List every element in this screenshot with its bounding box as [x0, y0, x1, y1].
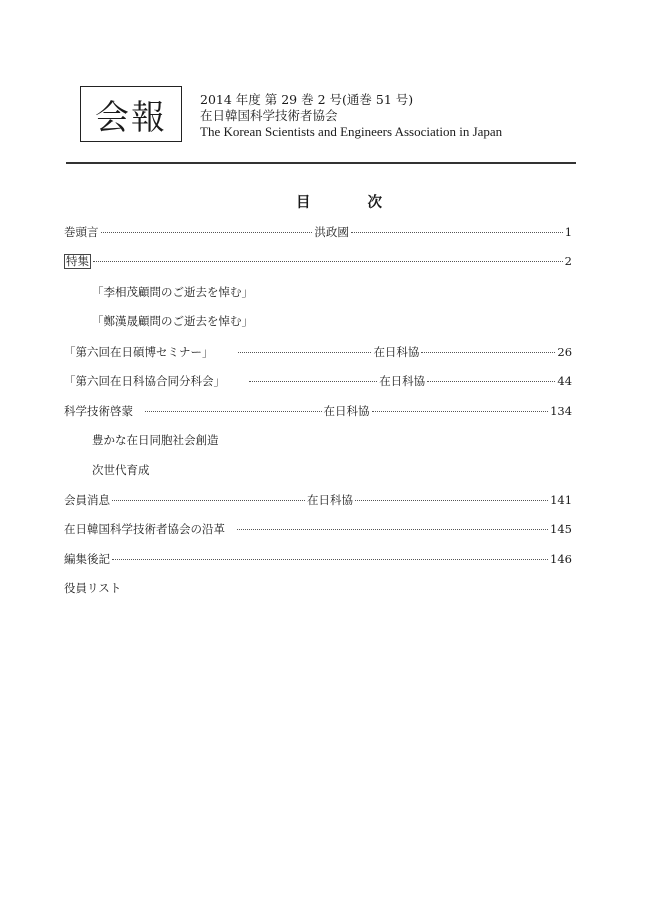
- toc-subentry[interactable]: [92, 313, 572, 329]
- toc-entry-title: 在日韓国科学技術者協会の沿革: [64, 522, 225, 536]
- toc-entry-title: 会員消息: [64, 493, 110, 507]
- toc-entry-officer-list[interactable]: [64, 580, 572, 596]
- header-divider: [66, 162, 576, 164]
- toc-entry-page: 145: [550, 522, 572, 536]
- toc-entry-title: 豊かな在日同胞社会創造: [92, 433, 219, 447]
- toc-entry-author: 在日科協: [373, 345, 420, 359]
- toc-subentry[interactable]: [92, 462, 572, 478]
- toc-entry-title: 「鄭漢晟顧問のご逝去を悼む」: [92, 314, 253, 328]
- dot-leader: [238, 352, 372, 353]
- dot-leader: [112, 559, 548, 560]
- toc-entry-title: 「第六回在日科協合同分科会」: [64, 374, 225, 388]
- issue-info: 2014 年度 第 29 巻 2 号(通巻 51 号): [200, 92, 414, 107]
- dot-leader: [145, 411, 322, 412]
- toc-entry-page: 44: [557, 374, 573, 388]
- toc-entry-author: 洪政國: [314, 225, 349, 239]
- dot-leader: [101, 232, 313, 233]
- dot-leader: [93, 261, 563, 262]
- toc-entry-title: 巻頭言: [64, 225, 99, 239]
- toc-entry-page: 141: [550, 493, 573, 507]
- toc-entry-author: 在日科協: [307, 493, 354, 507]
- toc-entry-page: 26: [557, 345, 573, 359]
- toc-entry-title: 編集後記: [64, 552, 110, 566]
- toc-entry-title: 特集: [66, 254, 89, 268]
- dot-leader: [421, 352, 555, 353]
- toc-entry-title: 科学技術啓蒙: [64, 404, 133, 418]
- toc-entry-page: 146: [550, 552, 572, 566]
- association-name-en: The Korean Scientists and Engineers Association in Japan: [200, 124, 503, 139]
- toc-entry-page: 2: [564, 254, 572, 268]
- toc-entry-title: 役員リスト: [64, 581, 122, 595]
- toc-entry-title: 次世代育成: [92, 463, 150, 477]
- dot-leader: [249, 381, 377, 382]
- toc-entry-page: 1: [564, 225, 573, 239]
- dot-leader: [351, 232, 563, 233]
- toc-subentry[interactable]: [92, 432, 572, 448]
- toc-entry-special-feature[interactable]: [64, 254, 572, 270]
- dot-leader: [372, 411, 549, 412]
- toc-entry-title: 「李相茂顧問のご逝去を悼む」: [92, 285, 253, 299]
- toc-entry-editors-note[interactable]: [64, 551, 572, 567]
- toc-entry-page: 134: [550, 404, 573, 418]
- toc-entry-joint-session[interactable]: [64, 373, 572, 389]
- toc-entry-science-outreach[interactable]: [64, 403, 572, 419]
- toc-entry-history[interactable]: [64, 521, 572, 537]
- toc-entry-member-news[interactable]: [64, 492, 572, 508]
- journal-logo: [80, 86, 182, 142]
- journal-logo-text: 会報: [95, 97, 167, 138]
- toc-entry-author: 在日科協: [379, 374, 426, 388]
- toc-title: 目 次: [296, 194, 409, 211]
- dot-leader: [237, 529, 548, 530]
- association-name-ja: 在日韓国科学技術者協会: [200, 108, 338, 123]
- journal-header: [200, 92, 502, 140]
- toc-entry-seminar[interactable]: [64, 344, 572, 360]
- toc-entry-title: 「第六回在日碩博セミナー」: [64, 345, 214, 359]
- toc-subentry[interactable]: [92, 284, 572, 300]
- dot-leader: [112, 500, 305, 501]
- toc-entry-author: 在日科協: [323, 404, 370, 418]
- toc-entry-foreword[interactable]: [64, 224, 572, 240]
- dot-leader: [427, 381, 555, 382]
- dot-leader: [355, 500, 548, 501]
